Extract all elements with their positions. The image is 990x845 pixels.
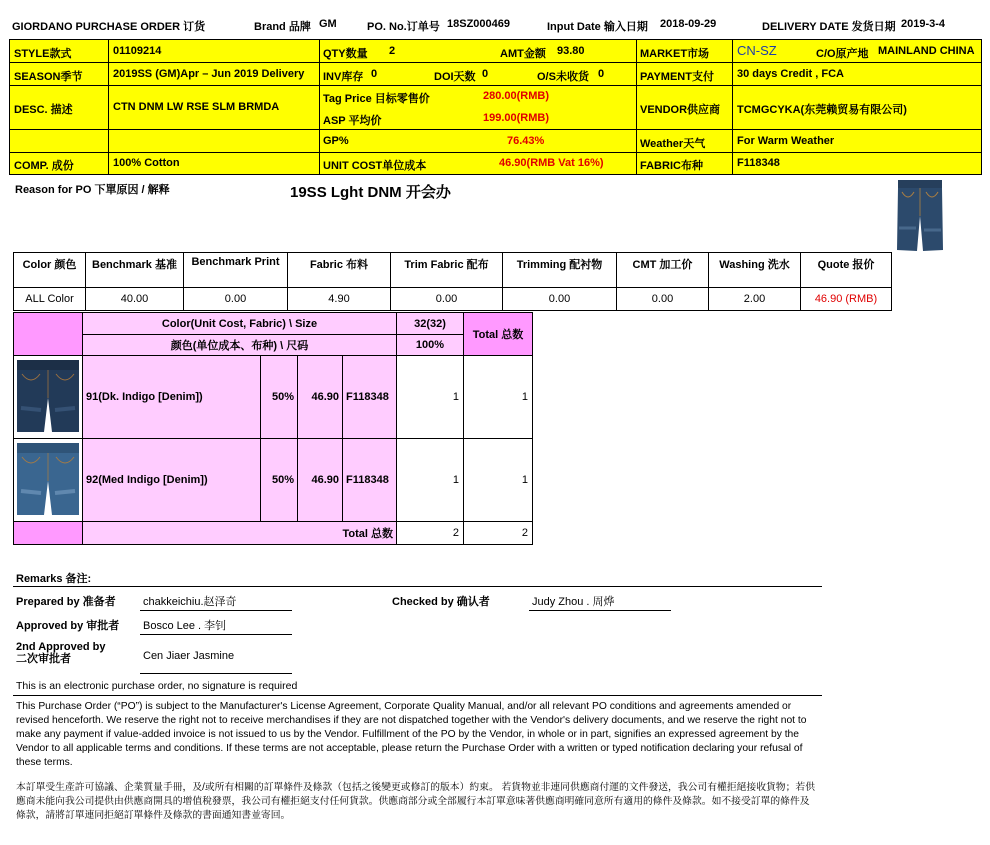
fabric-label: FABRIC布种 xyxy=(640,160,703,172)
approved-signature-line xyxy=(140,634,292,635)
doi-label: DOI天数 xyxy=(434,71,476,83)
po-title: GIORDANO PURCHASE ORDER 订货 xyxy=(12,21,206,33)
unit-cost-label: UNIT COST单位成本 xyxy=(323,160,427,172)
benchmark-color-value: ALL Color xyxy=(14,288,86,311)
row-color-name: 91(Dk. Indigo [Denim]) xyxy=(82,355,261,439)
weather-label: Weather天气 xyxy=(640,138,706,150)
grid-header-line1: Color(Unit Cost, Fabric) \ Size xyxy=(82,312,397,335)
total-row-blank xyxy=(13,521,83,545)
benchmark-table xyxy=(13,252,892,311)
approved2-signature-line xyxy=(140,673,292,674)
benchmark-value-row xyxy=(14,288,892,311)
size-label: 32(32) xyxy=(396,312,464,335)
brand-value: GM xyxy=(319,18,337,30)
reason-value: 19SS Lght DNM 开会办 xyxy=(290,184,451,201)
checked-signature-line xyxy=(529,610,671,611)
approved2-label-en: 2nd Approved by xyxy=(16,641,106,653)
input-date-label: Input Date 输入日期 xyxy=(547,21,648,33)
row-fabric: F118348 xyxy=(342,438,397,522)
terms-divider xyxy=(13,695,822,696)
benchmark-header-print: Benchmark Print xyxy=(184,253,288,288)
tag-price-label: Tag Price 目标零售价 xyxy=(323,93,430,105)
terms-english: This Purchase Order (“PO”) is subject to the Manufacturer's License Agreement, Corporate Quality Manual, and/or all relevant PO conditions and agreements amended or revised henceforth. We reserve the right not to receive merchandises if they are not dispatched together with the Vendor's delivery documents, and we reserve the right not to make any payment if value-added invoice is not issued to us by the Vendor. Fulfillment of the PO by the Vendor, in whole or in part, signifies an expressed agreement by the Vendor to all applicable terms and conditions. If these terms are not acceptable, please return the Purchase Order with a written or typed notification declaring your refusal of these terms. xyxy=(16,701,807,768)
desc-label: DESC. 描述 xyxy=(14,104,73,116)
amt-value: 93.80 xyxy=(557,45,585,57)
reason-label: Reason for PO 下單原因 / 解释 xyxy=(15,184,170,196)
season-value: 2019SS (GM)Apr – Jun 2019 Delivery xyxy=(113,68,305,80)
weather-value: For Warm Weather xyxy=(737,135,835,147)
benchmark-header-trimming: Trimming 配衬物 xyxy=(503,253,617,288)
approved-value: Bosco Lee . 李钊 xyxy=(143,620,227,632)
checked-value: Judy Zhou . 周烨 xyxy=(532,596,615,608)
total-size-qty: 2 xyxy=(396,521,464,545)
season-label: SEASON季节 xyxy=(14,71,83,83)
row-size-qty-input[interactable]: 1 xyxy=(396,355,464,439)
benchmark-header-trim-fabric: Trim Fabric 配布 xyxy=(391,253,503,288)
row-size-qty-input[interactable]: 1 xyxy=(396,438,464,522)
prepared-value: chakkeichiu.赵泽奇 xyxy=(143,596,237,608)
input-date-value: 2018-09-29 xyxy=(660,18,717,30)
po-no-label: PO. No.订单号 xyxy=(367,21,440,33)
os-label: O/S未收货 xyxy=(537,71,589,83)
payment-label: PAYMENT支付 xyxy=(640,71,714,83)
qty-label: QTY数量 xyxy=(323,48,368,60)
style-label: STYLE款式 xyxy=(14,48,72,60)
po-no-value: 18SZ000469 xyxy=(447,18,510,30)
approved-label: Approved by 审批者 xyxy=(16,620,120,632)
color-swatch-image xyxy=(13,438,83,522)
qty-value: 2 xyxy=(389,45,396,57)
po-info-block xyxy=(9,39,982,175)
gp-value: 76.43% xyxy=(507,135,545,147)
style-value: 01109214 xyxy=(113,45,162,57)
trimming-value: 0.00 xyxy=(503,288,617,311)
inv-value: 0 xyxy=(371,68,378,80)
row-pct: 50% xyxy=(260,438,298,522)
doi-value: 0 xyxy=(482,68,489,80)
fabric-value: F118348 xyxy=(737,157,780,169)
row-color-name: 92(Med Indigo [Denim]) xyxy=(82,438,261,522)
inv-label: INV库存 xyxy=(323,71,364,83)
asp-label: ASP 平均价 xyxy=(323,115,382,127)
color-swatch-image xyxy=(13,355,83,439)
electronic-note: This is an electronic purchase order, no signature is required xyxy=(16,680,298,692)
amt-label: AMT金额 xyxy=(500,48,546,60)
size-pct: 100% xyxy=(396,334,464,356)
market-value: CN-SZ xyxy=(737,43,777,58)
quote-value: 46.90 (RMB) xyxy=(801,288,892,311)
unit-cost-value: 46.90(RMB Vat 16%) xyxy=(499,157,604,169)
delivery-date-label: DELIVERY DATE 发货日期 xyxy=(762,21,896,33)
benchmark-print-value: 0.00 xyxy=(184,288,288,311)
vendor-label: VENDOR供应商 xyxy=(640,104,721,116)
benchmark-header-fabric: Fabric 布料 xyxy=(288,253,391,288)
benchmark-header-row xyxy=(14,253,892,288)
origin-label: C/O原产地 xyxy=(816,48,869,60)
origin-value: MAINLAND CHINA xyxy=(878,45,975,57)
benchmark-header-benchmark: Benchmark 基准 xyxy=(86,253,184,288)
benchmark-header-color: Color 颜色 xyxy=(14,253,86,288)
fabric-cost-value: 4.90 xyxy=(288,288,391,311)
prepared-signature-line xyxy=(140,610,292,611)
total-row-label: Total 总数 xyxy=(82,521,397,545)
os-value: 0 xyxy=(598,68,605,80)
desc-value: CTN DNM LW RSE SLM BRMDA xyxy=(113,101,280,113)
row-fabric: F118348 xyxy=(342,355,397,439)
benchmark-header-washing: Washing 洗水 xyxy=(709,253,801,288)
product-image xyxy=(896,178,944,254)
checked-label: Checked by 确认者 xyxy=(392,596,490,608)
market-label: MARKET市场 xyxy=(640,48,710,60)
tag-price-value: 280.00(RMB) xyxy=(483,90,550,102)
total-header: Total 总数 xyxy=(463,312,533,356)
payment-value: 30 days Credit , FCA xyxy=(737,68,844,80)
grand-total: 2 xyxy=(463,521,533,545)
terms-chinese: 本訂單受生產許可協議、企業質量手冊，及/或所有相關的訂單條件及條款（包括之後變更或修訂的版本）約束。 若貨物並非連同供應商付運的文件發送，我公司有權拒絕接收貨物；若供應商未能向我公司提供由供應商開具的增值稅發票，我公司有權拒絕支付任何貨款。供應商部分或全部履行本訂單意味著供應商明確同意所有適用的條件及條款。如不接受訂單的條件及條款，請將訂單連同拒絕訂單條件及條款的書面通知書並寄回。 xyxy=(16,782,815,821)
row-total: 1 xyxy=(463,438,533,522)
benchmark-header-quote: Quote 报价 xyxy=(801,253,892,288)
remarks-divider xyxy=(13,586,822,587)
prepared-label: Prepared by 准备者 xyxy=(16,596,116,608)
comp-label: COMP. 成份 xyxy=(14,160,74,172)
grid-header-line2: 颜色(单位成本、布种) \ 尺码 xyxy=(82,334,397,356)
asp-value: 199.00(RMB) xyxy=(483,112,550,124)
approved2-value: Cen Jiaer Jasmine xyxy=(143,650,235,662)
trim-fabric-value: 0.00 xyxy=(391,288,503,311)
washing-value: 2.00 xyxy=(709,288,801,311)
grid-header-image-cell xyxy=(13,312,83,356)
benchmark-header-cmt: CMT 加工价 xyxy=(617,253,709,288)
cmt-value: 0.00 xyxy=(617,288,709,311)
row-cost: 46.90 xyxy=(297,355,343,439)
benchmark-value: 40.00 xyxy=(86,288,184,311)
remarks-label: Remarks 备注: xyxy=(16,573,92,585)
row-pct: 50% xyxy=(260,355,298,439)
approved2-label-cn: 二次审批者 xyxy=(16,653,71,665)
delivery-date-value: 2019-3-4 xyxy=(901,18,946,30)
comp-value: 100% Cotton xyxy=(113,157,180,169)
approved2-label xyxy=(16,641,105,665)
row-cost: 46.90 xyxy=(297,438,343,522)
row-total: 1 xyxy=(463,355,533,439)
gp-label: GP% xyxy=(323,135,349,147)
brand-label: Brand 品牌 xyxy=(254,21,311,33)
vendor-value: TCMGCYKA(东莞赖贸易有限公司) xyxy=(737,104,907,116)
